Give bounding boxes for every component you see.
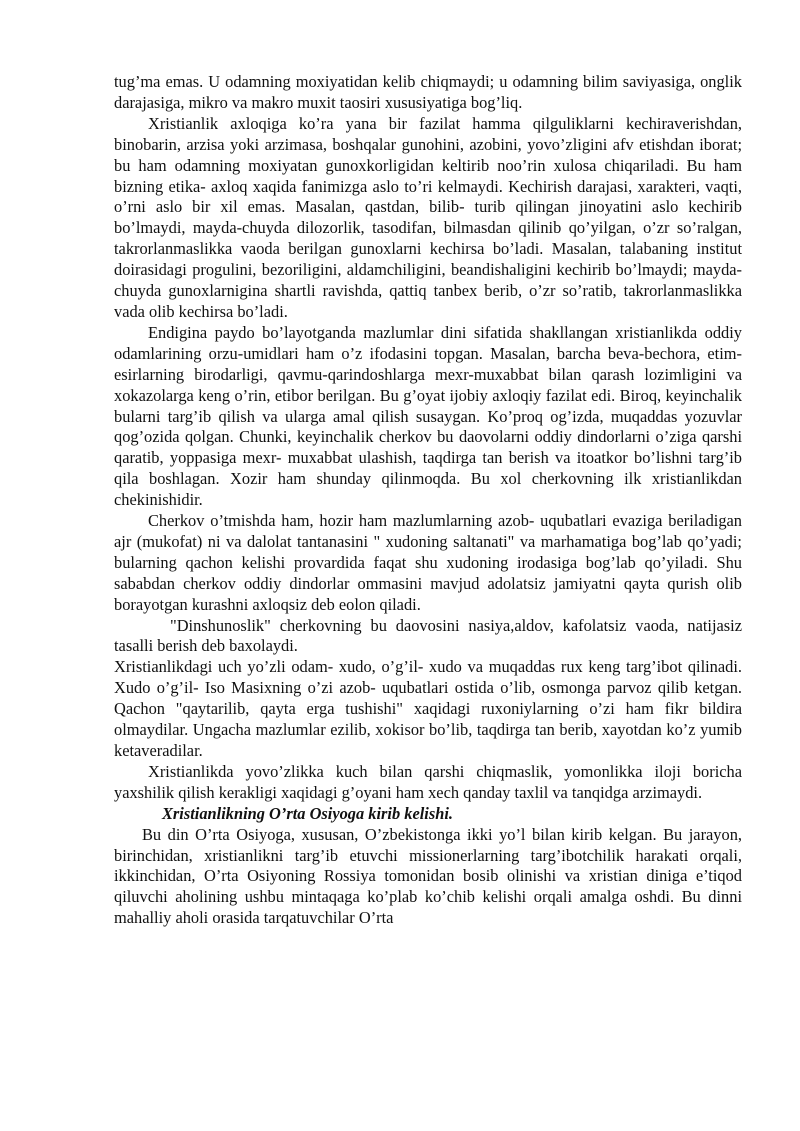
paragraph-continuation: tug’ma emas. U odamning moxiyatidan kelib chiqmaydi; u odamning bilim saviyasiga, onglik darajasiga, mikro va makro muxit taosiri xususiyatiga bog’liq. [114,72,742,112]
paragraph-forgiveness: Xristianlik axloqiga ko’ra yana bir fazilat hamma qilguliklarni kechiraverishdan, binobarin, arzisa yoki arzimasa, boshqalar gunohini, azobini, yovo’zligini afv etishdan iborat; bu ham odamning moxiyatan gunoxkorligidan keltirib noo’rin xulosa chiqariladi. Bu ham bizning etika- axloq xaqida fanimizga aslo to’ri kelmaydi. Kechirish darajasi, xarakteri, vaqti, o’rni aslo bir xil emas. Masalan, qastdan, bilib- turib qilingan jinoyatini aslo kechirib bo’lmaydi, mayda-chuyda dilozorlik, tasodifan, bilmasdan qilinib qo’yilgan, o’zr so’ralgan, takrorlanmaslikka vaoda berilgan gunoxlarni kechirsa bo’ladi. Masalan, talabaning institut doirasidagi progulini, bezoriligini, aldamchiligini, beandishaligini kechirib bo’lmaydi; mayda-chuyda gunoxlarnigina shartli ravishda, qattiq tanbex berib, o’zr so’ratib, takrorlanmaslikka vada olib kechirsa bo’ladi. [114,113,742,321]
paragraph-trinity: Xristianlikdagi uch yo’zli odam- xudo, o’g’il- xudo va muqaddas rux keng targ’ibot qilinadi. Xudo o’g’il- Iso Masixning o’zi azob- uqubatlari ostida o’lib, osmonga parvoz qilib ketgan. Qachon "qaytarilib, qayta erga tushishi" xaqidagi ruxoniylarning o’zi ham fikr bildira olmaydilar. Ungacha mazlumlar ezilib, xokisor bo’lib, taqdirga tan berib, xayotdan ko’z yumib ketaveradilar. [114,657,742,760]
paragraph-nonresistance: Xristianlikda yovo’zlikka kuch bilan qarshi chiqmaslik, yomonlikka iloji boricha yaxshilik qilish kerakligi xaqidagi g’oyani ham xech qanday taxlil va tanqidga arzimaydi. [114,761,742,802]
paragraph-central-asia: Bu din O’rta Osiyoga, xususan, O’zbekistonga ikki yo’l bilan kirib kelgan. Bu jarayon, birinchidan, xristianlikni targ’ib etuvchi missionerlarning targ’ibotchilik harakati orqali, ikkinchidan, O’rta Osiyoning Rossiya tomonidan bosib olinishi va xristian diniga e’tiqod qiluvchi aholining ushbu mintaqaga ko’plab ko’chib kelishi orqali amalga oshdi. Bu dinni mahalliy aholi orasida tarqatuvchilar O’rta [114,824,742,928]
document-page [114,72,742,929]
paragraph-church-reward: Cherkov o’tmishda ham, hozir ham mazlumlarning azob- uqubatlari evaziga beriladigan ajr (mukofat) ni va dalolat tantanasini " xudoning saltanati" va marhamatiga bog’lab qo’yadi; bularning qachon kelishi provardida faqat shu xudoning irodasiga bog’lab qo’yiladi. Shu sababdan cherkov oddiy dindorlar ommasini mavjud adolatsiz jamiyatni qayta qurish olib borayotgan kurashni axloqsiz deb eolon qiladi. [114,511,742,614]
section-heading: Xristianlikning O’rta Osiyoga kirib kelishi. [162,803,453,823]
paragraph-early-christianity: Endigina paydo bo’layotganda mazlumlar dini sifatida shakllangan xristianlikda oddiy odamlarining orzu-umidlari ham o’z ifodasini topgan. Masalan, barcha beva-bechora, etim-esirlarning birodarligi, qavmu-qarindoshlarga mexr-muxabbat bilan qarash lozimligini va xokazolarga keng o’rin, etibor berilgan. Bu g’oyat ijobiy axloqiy fazilat edi. Biroq, keyinchalik bularni targ’ib qilish va ularga amal qilish susaygan. Ko’proq og’izda, muqaddas yozuvlar qog’ozida qolgan. Chunki, keyinchalik cherkov bu daovolarni oddiy dindorlarni o’ziga qarshi qaratib, yoppasiga mexr- muxabbat ulashish, taqdirga tan berish va itoatkor bo’lishni targ’ib qila boshlagan. Xozir ham shunday qilinmoqda. Bu xol cherkovning ilk xristianlikdan chekinishidir. [114,322,742,510]
paragraph-dinshunoslik: "Dinshunoslik" cherkovning bu daovosini nasiya,aldov, kafolatsiz vaoda, natijasiz tasalli berish deb baxolaydi. [114,615,742,656]
